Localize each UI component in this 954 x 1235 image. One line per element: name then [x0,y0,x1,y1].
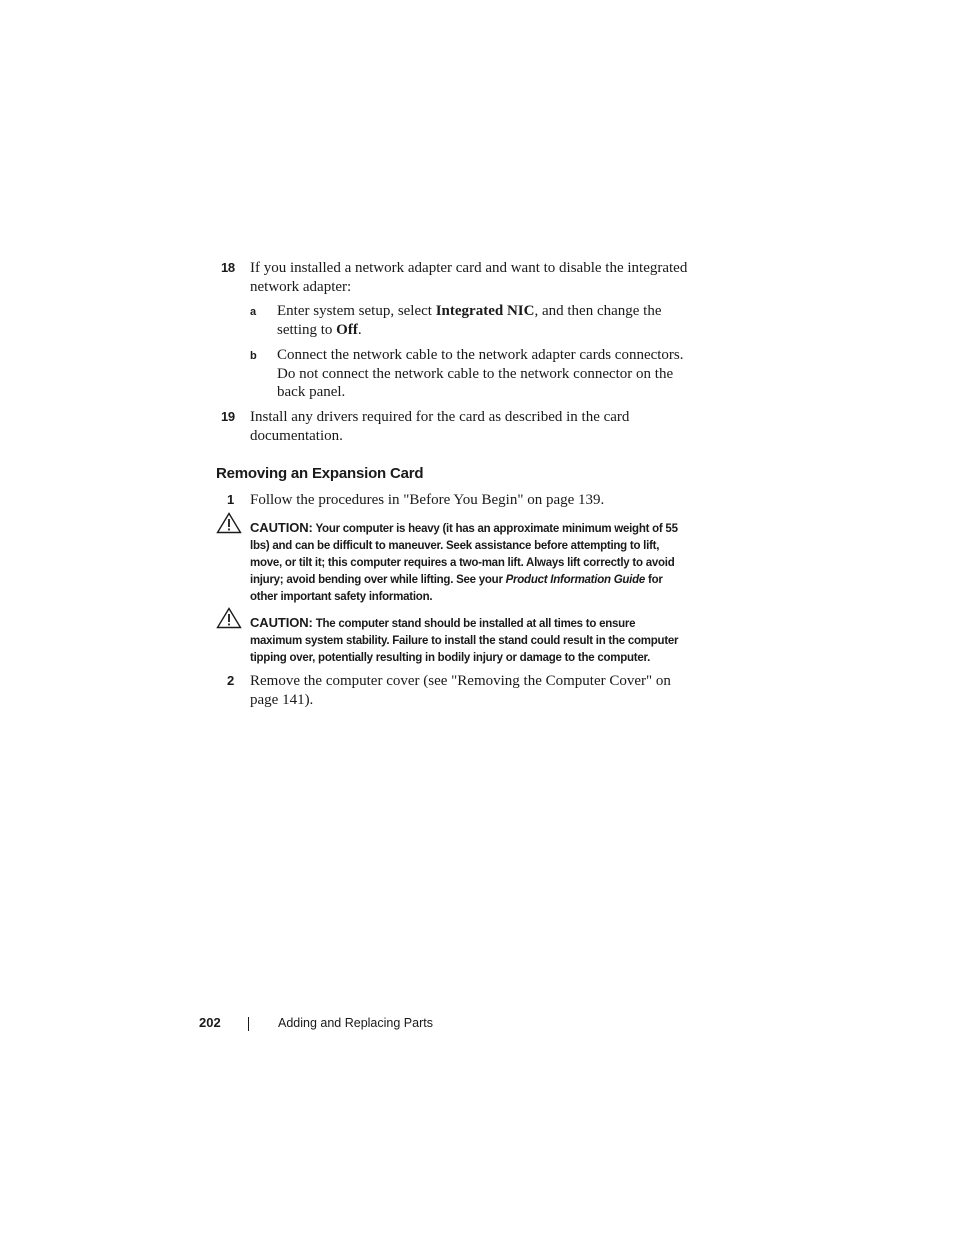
substep-a-line-2: setting to Off. [277,321,362,338]
step-19-line-2: documentation. [250,427,343,444]
integrated-nic-option: Integrated NIC [435,303,535,319]
step-number-19: 19 [221,409,235,424]
step-18-text [250,259,687,296]
caution-1-line-4: injury; avoid bending over while lifting. See your Product Information Guide for [250,574,663,586]
footer-divider [248,1017,249,1031]
caution-1-line-2: lbs) and can be difficult to maneuver. Seek assistance before attempting to lift, [250,540,660,552]
step-19-text [250,408,629,445]
warning-triangle-icon [216,512,242,534]
step-2-line-1: Remove the computer cover (see "Removing the Computer Cover" on [250,673,671,689]
substep-b-line-1: Connect the network cable to the network adapter cards connectors. [277,347,684,363]
footer-section-title: Adding and Replacing Parts [278,1016,433,1030]
caution-2-line-2: maximum system stability. Failure to install the stand could result in the computer [250,635,679,647]
step-19-line-1: Install any drivers required for the card as described in the card [250,409,630,425]
substep-a-line-1: Enter system setup, select Integrated NIC, and then change the [277,303,662,319]
caution-2-text [250,614,716,667]
caution-2-label: CAUTION: [250,615,313,630]
substep-b-line-2: Do not connect the network cable to the network connector on the [277,365,674,382]
step-number-1: 1 [227,492,234,507]
caution-1-text [250,519,716,606]
substep-b-text [277,346,684,402]
caution-1-line-5: other important safety information. [250,591,433,603]
step-18-line-2: network adapter: [250,278,352,295]
step-18-line-1: If you installed a network adapter card and want to disable the integrated [250,260,688,276]
substep-letter-a: a [250,306,257,318]
section-heading: Removing an Expansion Card [216,465,424,482]
caution-2-line-1: CAUTION: The computer stand should be installed at all times to ensure [250,615,636,630]
substep-a-text [277,302,662,339]
product-information-guide-title: Product Information Guide [505,574,646,586]
step-number-2: 2 [227,673,234,688]
step-2-line-2: page 141). [250,691,314,708]
caution-2-line-3: tipping over, potentially resulting in bodily injury or damage to the computer. [250,652,651,664]
step-2-text [250,672,671,709]
page-number: 202 [199,1015,221,1030]
substep-letter-b: b [250,350,257,362]
substep-b-line-3: back panel. [277,384,346,400]
caution-1-line-3: move, or tilt it; this computer requires a two-man lift. Always lift correctly to avoid [250,557,675,569]
caution-1-line-1: CAUTION: Your computer is heavy (it has an approximate minimum weight of 55 [250,520,678,535]
off-value: Off [336,321,358,338]
step-number-18: 18 [221,260,235,275]
warning-triangle-icon [216,607,242,629]
caution-1-label: CAUTION: [250,520,313,535]
step-1-text: Follow the procedures in "Before You Begin" on page 139. [250,492,605,508]
